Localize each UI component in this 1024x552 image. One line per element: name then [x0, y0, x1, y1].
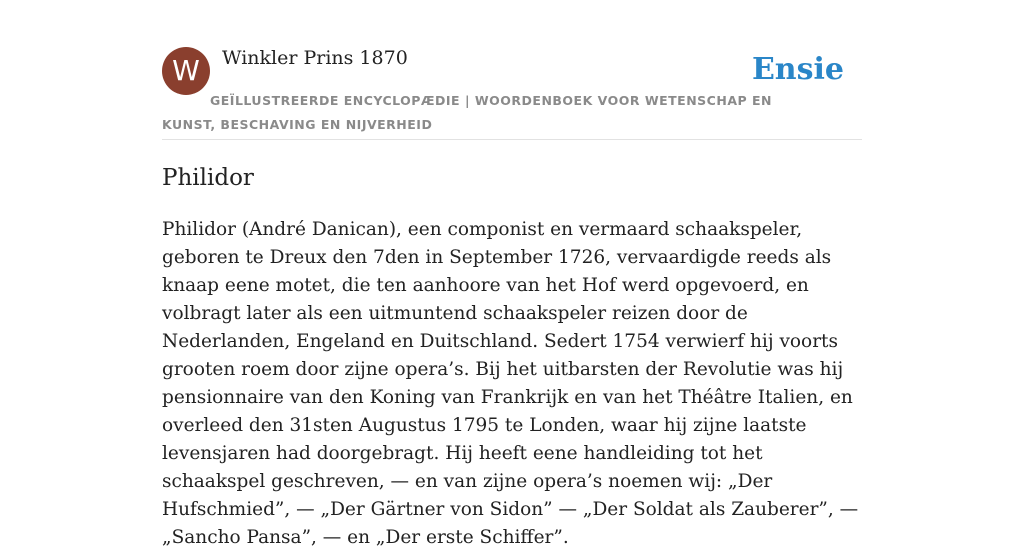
- header-divider: [162, 139, 862, 140]
- article-title: Philidor: [162, 165, 254, 191]
- brand-logo[interactable]: Ensie: [751, 52, 844, 87]
- page: [162, 0, 862, 548]
- site-avatar[interactable]: W: [162, 47, 210, 95]
- article-body: Philidor (André Danican), een componist en vermaard schaakspeler, geboren te Dreux den 7den in September 1726, vervaardigde reeds als knaap eene motet, die ten aanhoore van het Hof werd opgevoerd, en volbragt later als een uitmuntend schaakspeler reizen door de Nederlanden, Engeland en Duitschland. Sedert 1754 verwierf hij voorts grooten roem door zijne opera’s. Bij het uitbarsten der Revolutie was hij pensionnaire van den Koning van Frankrijk en van het Théâtre Italien, en overleed den 31sten Augustus 1795 te Londen, waar hij zijne laatste levensjaren had doorgebragt. Hij heeft eene handleiding tot het schaakspel geschreven, — en van zijne opera’s noemen wij: „Der Hufschmied”, — „Der Gärtner von Sidon” — „Der Soldat als Zauberer”, — „Sancho Pansa”, — en „Der erste Schiffer”.: [162, 219, 859, 548]
- site-subtitle: GEÏLLUSTREERDE ENCYCLOPÆDIE | WOORDENBOEK VOOR WETENSCHAP EN KUNST, BESCHAVING EN NIJVERHEID: [162, 93, 773, 132]
- site-title[interactable]: Winkler Prins 1870: [222, 47, 408, 69]
